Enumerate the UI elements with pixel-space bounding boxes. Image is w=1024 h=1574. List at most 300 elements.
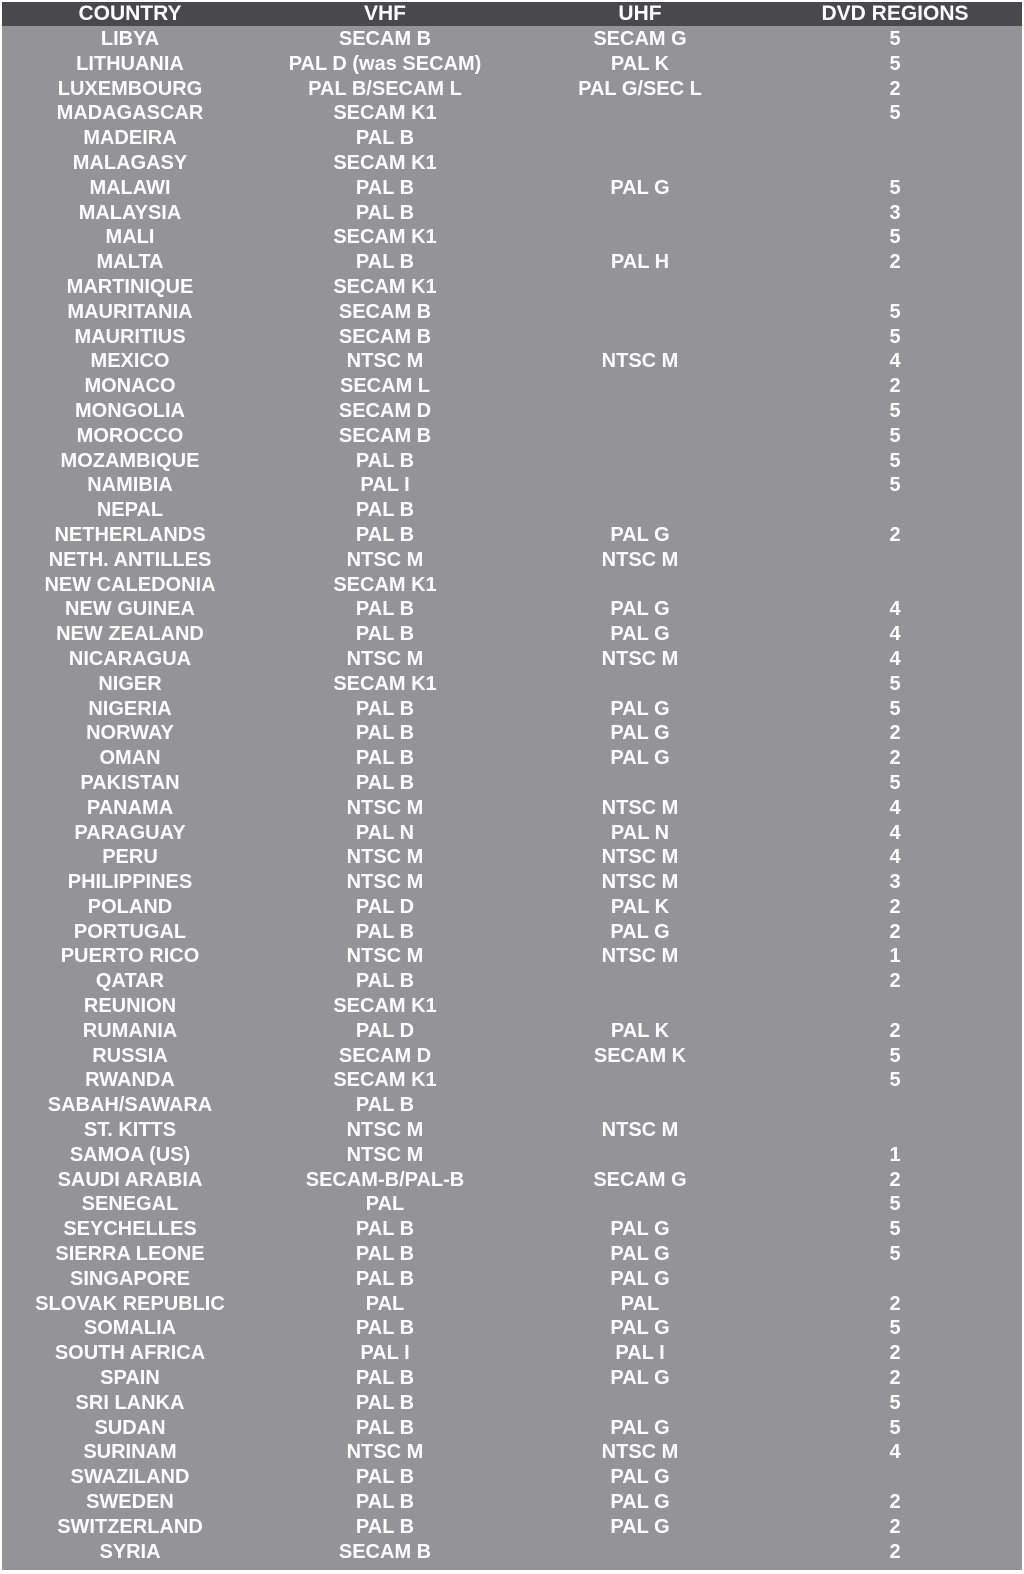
cell-country: NEW GUINEA bbox=[65, 598, 195, 621]
table-row bbox=[2, 622, 1022, 647]
cell-uhf: NTSC M bbox=[601, 871, 679, 894]
cell-uhf bbox=[512, 1192, 768, 1217]
cell-country: NEPAL bbox=[96, 499, 164, 522]
cell-uhf: NTSC M bbox=[601, 1119, 679, 1142]
table-row bbox=[2, 1316, 1022, 1341]
cell-country: SRI LANKA bbox=[75, 1391, 185, 1414]
cell-vhf: SECAM L bbox=[340, 375, 430, 398]
cell-vhf: NTSC M bbox=[346, 1119, 424, 1142]
table-body bbox=[2, 27, 1022, 1564]
table-row bbox=[2, 697, 1022, 722]
cell-country: MAURITIUS bbox=[74, 325, 186, 348]
cell-vhf: NTSC M bbox=[346, 846, 424, 869]
cell-vhf: SECAM B bbox=[338, 28, 432, 50]
cell-dvd-region: 2 bbox=[889, 895, 901, 918]
cell-country: NAMIBIA bbox=[87, 474, 173, 497]
cell-dvd-region: 2 bbox=[889, 375, 901, 398]
table-row bbox=[2, 994, 1022, 1019]
cell-uhf bbox=[512, 151, 768, 176]
cell-vhf: SECAM K1 bbox=[333, 1069, 437, 1092]
cell-uhf: PAL G bbox=[610, 598, 670, 621]
cell-country: SWAZILAND bbox=[70, 1466, 190, 1489]
cell-uhf bbox=[512, 101, 768, 126]
cell-vhf: PAL D bbox=[355, 1019, 415, 1042]
cell-uhf bbox=[512, 300, 768, 325]
cell-vhf: SECAM B bbox=[338, 424, 432, 447]
cell-uhf: PAL G/SEC L bbox=[578, 77, 702, 100]
cell-dvd-region: 5 bbox=[889, 28, 901, 50]
cell-uhf: PAL K bbox=[610, 52, 670, 75]
cell-country: SLOVAK REPUBLIC bbox=[35, 1292, 225, 1315]
cell-uhf: NTSC M bbox=[601, 945, 679, 968]
cell-uhf: PAL G bbox=[610, 1367, 670, 1390]
cell-uhf: NTSC M bbox=[601, 1441, 679, 1464]
cell-uhf bbox=[512, 424, 768, 449]
cell-uhf: NTSC M bbox=[601, 647, 679, 670]
cell-country: SPAIN bbox=[100, 1367, 160, 1390]
cell-dvd-region: 2 bbox=[889, 1168, 901, 1191]
cell-vhf: SECAM B bbox=[338, 1540, 432, 1563]
cell-vhf: NTSC M bbox=[346, 796, 424, 819]
cell-vhf: PAL B bbox=[355, 1094, 415, 1117]
cell-dvd-region: 4 bbox=[889, 350, 901, 373]
table-row bbox=[2, 821, 1022, 846]
cell-country: MAURITANIA bbox=[67, 300, 193, 323]
cell-country: ST. KITTS bbox=[83, 1119, 177, 1142]
cell-vhf: PAL B bbox=[355, 771, 415, 794]
cell-dvd-region: 5 bbox=[889, 474, 901, 497]
cell-vhf: PAL B bbox=[355, 1267, 415, 1290]
cell-uhf bbox=[512, 473, 768, 498]
cell-vhf: PAL B bbox=[355, 251, 415, 274]
cell-country: OMAN bbox=[99, 747, 161, 770]
cell-uhf: NTSC M bbox=[601, 548, 679, 571]
cell-dvd-region: 2 bbox=[889, 722, 901, 745]
cell-country: SAUDI ARABIA bbox=[57, 1168, 203, 1191]
table-row bbox=[2, 597, 1022, 622]
cell-country: NORWAY bbox=[86, 722, 174, 745]
table-row bbox=[2, 721, 1022, 746]
cell-vhf: PAL D (was SECAM) bbox=[288, 52, 482, 75]
cell-vhf: PAL B bbox=[355, 1367, 415, 1390]
header-dvd-regions: DVD REGIONS bbox=[821, 2, 969, 25]
table-row bbox=[2, 771, 1022, 796]
cell-vhf: PAL B bbox=[355, 449, 415, 472]
table-row bbox=[2, 225, 1022, 250]
table-header bbox=[2, 2, 1022, 26]
table-row bbox=[2, 1093, 1022, 1118]
cell-country: SABAH/SAWARA bbox=[47, 1094, 213, 1117]
table-row bbox=[2, 746, 1022, 771]
cell-uhf: NTSC M bbox=[601, 796, 679, 819]
cell-vhf: PAL I bbox=[360, 474, 410, 497]
cell-uhf bbox=[512, 126, 768, 151]
table-row bbox=[2, 969, 1022, 994]
cell-country: MALAWI bbox=[89, 176, 171, 199]
table-row bbox=[2, 1019, 1022, 1044]
cell-country: MALTA bbox=[96, 251, 164, 274]
tv-standards-table bbox=[2, 2, 1022, 1570]
cell-uhf: PAL I bbox=[615, 1342, 665, 1365]
cell-country: LITHUANIA bbox=[76, 52, 184, 75]
table-row bbox=[2, 944, 1022, 969]
cell-country: PAKISTAN bbox=[80, 771, 180, 794]
table-row bbox=[2, 1044, 1022, 1069]
cell-country: RWANDA bbox=[85, 1069, 175, 1092]
table-row bbox=[2, 1465, 1022, 1490]
cell-dvd-region: 2 bbox=[889, 1515, 901, 1538]
cell-country: SIERRA LEONE bbox=[55, 1243, 205, 1266]
cell-dvd-region: 2 bbox=[889, 1292, 901, 1315]
cell-dvd-region bbox=[768, 275, 1022, 300]
cell-vhf: PAL B bbox=[355, 499, 415, 522]
cell-uhf: PAL H bbox=[610, 251, 670, 274]
cell-country: MALI bbox=[105, 226, 155, 249]
table-row bbox=[2, 374, 1022, 399]
cell-vhf: SECAM D bbox=[338, 399, 432, 422]
cell-uhf: NTSC M bbox=[601, 350, 679, 373]
cell-vhf: PAL B bbox=[355, 920, 415, 943]
cell-vhf: PAL B bbox=[355, 598, 415, 621]
cell-dvd-region: 5 bbox=[889, 1218, 901, 1241]
cell-country: NICARAGUA bbox=[68, 647, 192, 670]
cell-uhf: PAL G bbox=[610, 1218, 670, 1241]
cell-dvd-region bbox=[768, 1093, 1022, 1118]
cell-dvd-region: 4 bbox=[889, 1441, 901, 1464]
cell-dvd-region: 2 bbox=[889, 1491, 901, 1514]
cell-vhf: PAL B/SECAM L bbox=[308, 77, 462, 100]
cell-country: PARAGUAY bbox=[74, 821, 186, 844]
cell-country: SWEDEN bbox=[86, 1491, 174, 1514]
table-row bbox=[2, 77, 1022, 102]
cell-vhf: NTSC M bbox=[346, 647, 424, 670]
table-row bbox=[2, 672, 1022, 697]
cell-dvd-region bbox=[768, 151, 1022, 176]
cell-dvd-region: 2 bbox=[889, 1540, 901, 1563]
table-row bbox=[2, 1490, 1022, 1515]
table-row bbox=[2, 1366, 1022, 1391]
table-row bbox=[2, 1168, 1022, 1193]
cell-uhf bbox=[512, 573, 768, 598]
cell-dvd-region: 5 bbox=[889, 325, 901, 348]
cell-dvd-region bbox=[768, 1118, 1022, 1143]
cell-dvd-region bbox=[768, 573, 1022, 598]
cell-uhf: PAL G bbox=[610, 1267, 670, 1290]
cell-vhf: PAL B bbox=[355, 1218, 415, 1241]
cell-country: SYRIA bbox=[99, 1540, 161, 1563]
cell-uhf: NTSC M bbox=[601, 846, 679, 869]
cell-country: PUERTO RICO bbox=[60, 945, 200, 968]
cell-uhf: SECAM K bbox=[593, 1044, 687, 1067]
cell-country: SUDAN bbox=[94, 1416, 166, 1439]
cell-dvd-region: 4 bbox=[889, 796, 901, 819]
cell-dvd-region bbox=[768, 1465, 1022, 1490]
cell-dvd-region: 5 bbox=[889, 424, 901, 447]
cell-country: RUSSIA bbox=[92, 1044, 168, 1067]
table-row bbox=[2, 1217, 1022, 1242]
cell-uhf bbox=[512, 275, 768, 300]
cell-country: POLAND bbox=[87, 895, 173, 918]
cell-country: REUNION bbox=[83, 995, 177, 1018]
table-row bbox=[2, 1440, 1022, 1465]
cell-dvd-region: 5 bbox=[889, 697, 901, 720]
cell-uhf: PAL bbox=[620, 1292, 660, 1315]
cell-vhf: SECAM-B/PAL-B bbox=[305, 1168, 465, 1191]
cell-uhf: PAL G bbox=[610, 1416, 670, 1439]
table-row bbox=[2, 101, 1022, 126]
cell-country: MOROCCO bbox=[76, 424, 184, 447]
cell-country: MALAGASY bbox=[72, 151, 188, 174]
cell-country: SWITZERLAND bbox=[57, 1515, 203, 1538]
table-row bbox=[2, 1341, 1022, 1366]
cell-dvd-region: 2 bbox=[889, 920, 901, 943]
cell-dvd-region: 4 bbox=[889, 821, 901, 844]
table-row bbox=[2, 1242, 1022, 1267]
table-row bbox=[2, 126, 1022, 151]
cell-country: MONGOLIA bbox=[75, 399, 185, 422]
cell-uhf: PAL G bbox=[610, 1243, 670, 1266]
cell-dvd-region: 5 bbox=[889, 52, 901, 75]
cell-country: PHILIPPINES bbox=[67, 871, 193, 894]
cell-dvd-region: 2 bbox=[889, 251, 901, 274]
cell-country: LIBYA bbox=[100, 28, 160, 50]
cell-uhf: PAL K bbox=[610, 1019, 670, 1042]
cell-dvd-region: 5 bbox=[889, 1317, 901, 1340]
cell-country: MADAGASCAR bbox=[56, 102, 204, 125]
header-vhf: VHF bbox=[364, 2, 406, 25]
cell-uhf: PAL G bbox=[610, 176, 670, 199]
table-row bbox=[2, 573, 1022, 598]
cell-dvd-region: 5 bbox=[889, 1069, 901, 1092]
table-row bbox=[2, 449, 1022, 474]
cell-dvd-region bbox=[768, 994, 1022, 1019]
cell-country: SOMALIA bbox=[83, 1317, 177, 1340]
cell-vhf: PAL D bbox=[355, 895, 415, 918]
cell-uhf bbox=[512, 374, 768, 399]
cell-uhf: PAL G bbox=[610, 697, 670, 720]
cell-uhf: PAL G bbox=[610, 1515, 670, 1538]
cell-vhf: PAL B bbox=[355, 970, 415, 993]
cell-uhf bbox=[512, 771, 768, 796]
cell-vhf: SECAM B bbox=[338, 325, 432, 348]
cell-dvd-region: 5 bbox=[889, 672, 901, 695]
cell-dvd-region: 2 bbox=[889, 970, 901, 993]
cell-dvd-region bbox=[768, 126, 1022, 151]
cell-dvd-region: 2 bbox=[889, 1342, 901, 1365]
cell-dvd-region: 5 bbox=[889, 1416, 901, 1439]
cell-vhf: PAL I bbox=[360, 1342, 410, 1365]
cell-dvd-region: 5 bbox=[889, 1193, 901, 1216]
cell-vhf: SECAM K1 bbox=[333, 151, 437, 174]
table-row bbox=[2, 27, 1022, 52]
cell-uhf: PAL G bbox=[610, 623, 670, 646]
cell-uhf: PAL G bbox=[610, 722, 670, 745]
cell-dvd-region: 5 bbox=[889, 176, 901, 199]
cell-country: NETH. ANTILLES bbox=[48, 548, 212, 571]
cell-uhf: PAL G bbox=[610, 1466, 670, 1489]
cell-vhf: PAL B bbox=[355, 1317, 415, 1340]
cell-uhf bbox=[512, 1391, 768, 1416]
table-row bbox=[2, 920, 1022, 945]
cell-vhf: PAL bbox=[365, 1292, 405, 1315]
cell-country: QATAR bbox=[95, 970, 165, 993]
table-row bbox=[2, 399, 1022, 424]
cell-vhf: SECAM K1 bbox=[333, 102, 437, 125]
cell-dvd-region: 5 bbox=[889, 1243, 901, 1266]
table-row bbox=[2, 845, 1022, 870]
cell-vhf: NTSC M bbox=[346, 1441, 424, 1464]
cell-vhf: PAL B bbox=[355, 697, 415, 720]
cell-uhf: PAL G bbox=[610, 920, 670, 943]
cell-uhf bbox=[512, 969, 768, 994]
cell-vhf: NTSC M bbox=[346, 871, 424, 894]
table-row bbox=[2, 300, 1022, 325]
cell-country: PORTUGAL bbox=[73, 920, 187, 943]
cell-country: NETHERLANDS bbox=[54, 523, 206, 546]
cell-country: MARTINIQUE bbox=[66, 275, 194, 298]
table-row bbox=[2, 1391, 1022, 1416]
table-row bbox=[2, 1515, 1022, 1540]
cell-vhf: PAL B bbox=[355, 1466, 415, 1489]
cell-dvd-region: 5 bbox=[889, 1044, 901, 1067]
cell-dvd-region: 5 bbox=[889, 1391, 901, 1414]
cell-vhf: NTSC M bbox=[346, 350, 424, 373]
cell-country: MEXICO bbox=[90, 350, 170, 373]
table-row bbox=[2, 498, 1022, 523]
table-row bbox=[2, 176, 1022, 201]
table-row bbox=[2, 52, 1022, 77]
cell-country: SENEGAL bbox=[81, 1193, 179, 1216]
cell-vhf: PAL B bbox=[355, 623, 415, 646]
cell-dvd-region: 3 bbox=[889, 871, 901, 894]
cell-uhf bbox=[512, 225, 768, 250]
table-row bbox=[2, 1292, 1022, 1317]
cell-dvd-region: 1 bbox=[889, 1143, 901, 1166]
cell-country: MADEIRA bbox=[83, 127, 177, 150]
cell-uhf: PAL G bbox=[610, 747, 670, 770]
cell-vhf: SECAM K1 bbox=[333, 672, 437, 695]
cell-uhf bbox=[512, 1540, 768, 1565]
cell-dvd-region: 5 bbox=[889, 449, 901, 472]
cell-dvd-region bbox=[768, 548, 1022, 573]
table-row bbox=[2, 201, 1022, 226]
table-row bbox=[2, 1068, 1022, 1093]
cell-vhf: PAL B bbox=[355, 1416, 415, 1439]
table-row bbox=[2, 523, 1022, 548]
cell-vhf: PAL B bbox=[355, 1243, 415, 1266]
cell-vhf: PAL B bbox=[355, 176, 415, 199]
table-row bbox=[2, 548, 1022, 573]
table-row bbox=[2, 1192, 1022, 1217]
cell-country: NIGERIA bbox=[88, 697, 172, 720]
cell-uhf: SECAM G bbox=[593, 1168, 687, 1191]
cell-uhf: PAL K bbox=[610, 895, 670, 918]
cell-dvd-region: 5 bbox=[889, 300, 901, 323]
cell-dvd-region: 2 bbox=[889, 77, 901, 100]
cell-dvd-region: 5 bbox=[889, 226, 901, 249]
cell-vhf: PAL B bbox=[355, 1515, 415, 1538]
cell-dvd-region bbox=[768, 1267, 1022, 1292]
cell-uhf bbox=[512, 1093, 768, 1118]
header-uhf: UHF bbox=[618, 2, 662, 25]
cell-vhf: PAL B bbox=[355, 523, 415, 546]
cell-country: PERU bbox=[102, 846, 158, 869]
table-row bbox=[2, 1540, 1022, 1565]
cell-country: SAMOA (US) bbox=[69, 1143, 191, 1166]
cell-vhf: PAL B bbox=[355, 747, 415, 770]
cell-country: PANAMA bbox=[86, 796, 174, 819]
cell-vhf: PAL N bbox=[355, 821, 415, 844]
cell-vhf: SECAM B bbox=[338, 300, 432, 323]
table-row bbox=[2, 870, 1022, 895]
cell-vhf: SECAM K1 bbox=[333, 275, 437, 298]
table-row bbox=[2, 275, 1022, 300]
cell-country: SINGAPORE bbox=[69, 1267, 191, 1290]
cell-uhf bbox=[512, 1143, 768, 1168]
cell-dvd-region: 2 bbox=[889, 523, 901, 546]
cell-dvd-region: 5 bbox=[889, 102, 901, 125]
cell-uhf bbox=[512, 399, 768, 424]
cell-dvd-region: 4 bbox=[889, 598, 901, 621]
cell-dvd-region bbox=[768, 498, 1022, 523]
cell-uhf bbox=[512, 994, 768, 1019]
table-row bbox=[2, 349, 1022, 374]
cell-country: NEW CALEDONIA bbox=[44, 573, 216, 596]
cell-uhf: PAL G bbox=[610, 1491, 670, 1514]
cell-country: SURINAM bbox=[83, 1441, 177, 1464]
cell-uhf bbox=[512, 672, 768, 697]
table-row bbox=[2, 796, 1022, 821]
cell-vhf: PAL B bbox=[355, 1491, 415, 1514]
cell-uhf: SECAM G bbox=[593, 28, 687, 50]
table-row bbox=[2, 250, 1022, 275]
cell-dvd-region: 4 bbox=[889, 846, 901, 869]
cell-country: MOZAMBIQUE bbox=[60, 449, 200, 472]
cell-uhf bbox=[512, 1068, 768, 1093]
cell-country: SEYCHELLES bbox=[63, 1218, 197, 1241]
cell-vhf: PAL bbox=[365, 1193, 405, 1216]
cell-dvd-region: 4 bbox=[889, 623, 901, 646]
cell-dvd-region: 5 bbox=[889, 399, 901, 422]
cell-dvd-region: 2 bbox=[889, 1367, 901, 1390]
cell-uhf bbox=[512, 201, 768, 226]
cell-uhf: PAL G bbox=[610, 523, 670, 546]
cell-vhf: PAL B bbox=[355, 722, 415, 745]
cell-country: MALAYSIA bbox=[78, 201, 182, 224]
cell-vhf: SECAM K1 bbox=[333, 573, 437, 596]
table-row bbox=[2, 325, 1022, 350]
table-row bbox=[2, 647, 1022, 672]
cell-country: MONACO bbox=[84, 375, 176, 398]
cell-vhf: NTSC M bbox=[346, 945, 424, 968]
cell-vhf: NTSC M bbox=[346, 1143, 424, 1166]
cell-uhf: PAL G bbox=[610, 1317, 670, 1340]
cell-uhf: PAL N bbox=[610, 821, 670, 844]
table-row bbox=[2, 473, 1022, 498]
cell-dvd-region: 2 bbox=[889, 747, 901, 770]
table-row bbox=[2, 424, 1022, 449]
cell-country: NIGER bbox=[98, 672, 162, 695]
table-row bbox=[2, 1118, 1022, 1143]
cell-uhf bbox=[512, 449, 768, 474]
cell-vhf: SECAM D bbox=[338, 1044, 432, 1067]
cell-vhf: PAL B bbox=[355, 201, 415, 224]
table-row bbox=[2, 1416, 1022, 1441]
table-row bbox=[2, 151, 1022, 176]
cell-country: LUXEMBOURG bbox=[57, 77, 203, 100]
cell-country: NEW ZEALAND bbox=[56, 623, 204, 646]
table-row bbox=[2, 895, 1022, 920]
